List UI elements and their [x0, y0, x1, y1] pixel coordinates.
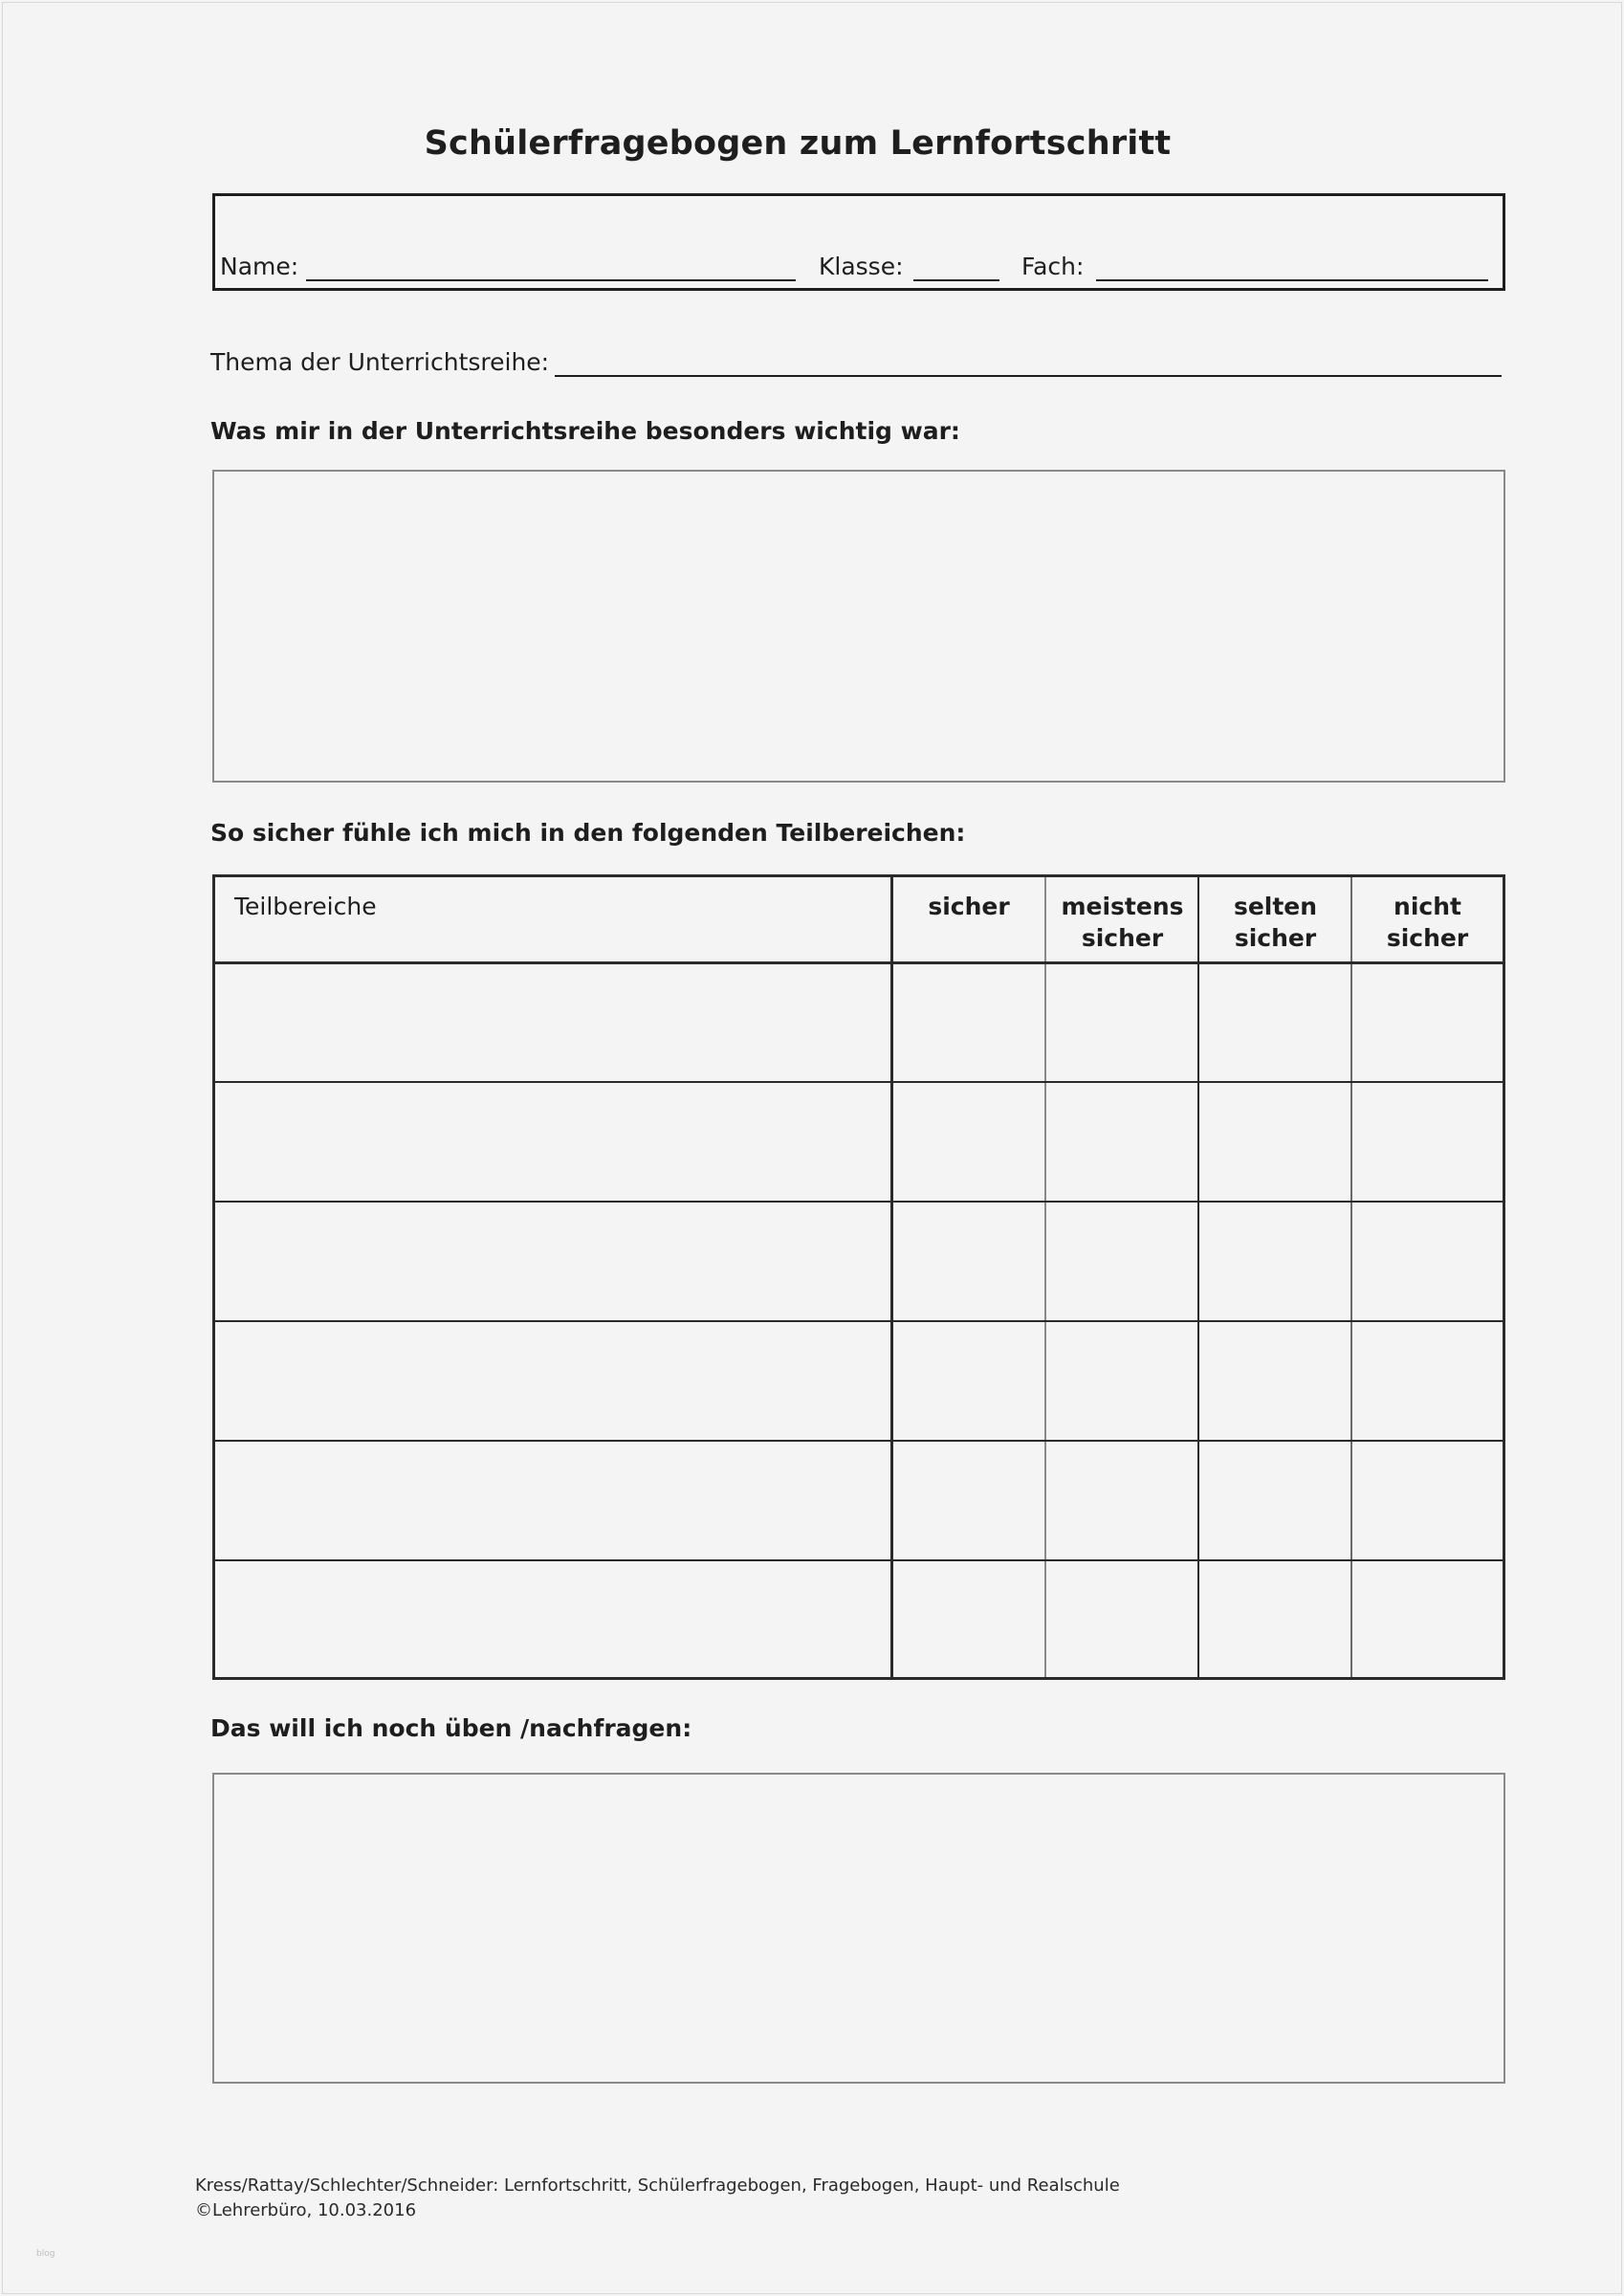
header-sicher-text: sicher	[928, 893, 1010, 920]
table-row-5-teilbereich[interactable]	[215, 1443, 890, 1559]
header-sicher	[892, 891, 1045, 922]
klasse-label: Klasse:	[819, 253, 904, 280]
table-vline	[1350, 877, 1352, 1677]
table-row-2-teilbereich[interactable]	[215, 1084, 890, 1201]
table-row-6-teilbereich[interactable]	[215, 1562, 890, 1677]
thema-field[interactable]	[555, 375, 1502, 377]
page-title: Schülerfragebogen zum Lernfortschritt	[424, 124, 1172, 163]
header-meistens-line1: meistens	[1061, 893, 1184, 920]
footer-credits: Kress/Rattay/Schlechter/Schneider: Lernfortschritt, Schülerfragebogen, Fragebogen, Haupt- und Realschule	[195, 2175, 1120, 2196]
table-row-divider	[215, 1081, 1503, 1083]
table-row-divider	[215, 1320, 1503, 1322]
thema-label: Thema der Unterrichtsreihe:	[210, 348, 550, 376]
table-vline	[890, 877, 893, 1677]
table-row-1-teilbereich[interactable]	[215, 964, 890, 1081]
table-row-divider	[215, 1559, 1503, 1561]
header-nicht-line1: nicht	[1394, 893, 1461, 920]
fach-field[interactable]	[1096, 279, 1488, 281]
table-row-divider	[215, 1440, 1503, 1442]
table-row-4-teilbereich[interactable]	[215, 1323, 890, 1440]
header-nicht-sicher	[1352, 891, 1503, 954]
header-nicht-line2: sicher	[1386, 924, 1469, 952]
section-important-title: Was mir in der Unterrichtsreihe besonders wichtig war:	[210, 417, 960, 445]
watermark-small: blog	[36, 2249, 55, 2259]
section-practice-title: Das will ich noch üben /nachfragen:	[210, 1714, 692, 1742]
header-selten-sicher	[1199, 891, 1351, 954]
fach-label: Fach:	[1021, 253, 1085, 280]
name-label: Name:	[220, 253, 299, 280]
klasse-field[interactable]	[913, 279, 999, 281]
section-confidence-title: So sicher fühle ich mich in den folgenden Teilbereichen:	[210, 819, 966, 847]
header-meistens-line2: sicher	[1081, 924, 1164, 952]
header-teilbereiche-text: Teilbereiche	[234, 893, 377, 920]
footer-copyright: ©Lehrerbüro, 10.03.2016	[195, 2200, 417, 2220]
name-field[interactable]	[306, 279, 796, 281]
header-selten-line1: selten	[1233, 893, 1318, 920]
confidence-table	[212, 874, 1505, 1680]
header-teilbereiche	[234, 891, 377, 922]
header-selten-line2: sicher	[1234, 924, 1317, 952]
table-vline	[1197, 877, 1199, 1677]
table-row-divider	[215, 1201, 1503, 1203]
important-textarea[interactable]	[212, 470, 1505, 783]
practice-textarea[interactable]	[212, 1773, 1505, 2084]
table-vline	[1044, 877, 1046, 1677]
table-row-3-teilbereich[interactable]	[215, 1203, 890, 1320]
header-meistens-sicher	[1046, 891, 1198, 954]
